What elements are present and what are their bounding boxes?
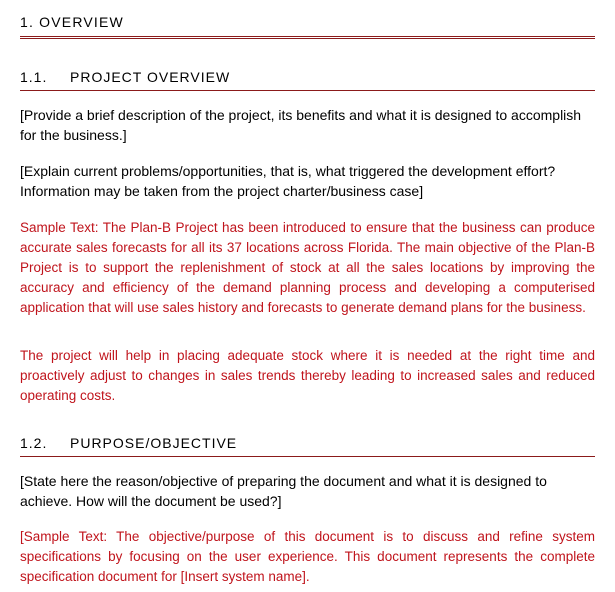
sample-text-paragraph: Sample Text: The Plan-B Project has been introduced to ensure that the business can produce accurate sales forecasts for all its 37 locations across Florida. The main objective of the Plan-B Project is to support the replenishment of stock at all the sales locations by improving the accuracy and efficiency of the demand planning process and developing a computerised application that will use sales history and forecasts to generate demand plans for the business. — [20, 220, 595, 315]
instruction-paragraph: [State here the reason/objective of preparing the document and what it is designed to achieve. How will the document be used?] — [20, 473, 547, 509]
instruction-paragraph: [Explain current problems/opportunities, that is, what triggered the development effort? Information may be taken from the project charter/business case] — [20, 163, 556, 199]
subsection-title: PURPOSE/OBJECTIVE — [70, 435, 238, 451]
subsection-number: 1.1. — [20, 69, 48, 85]
subsection-number: 1.2. — [20, 435, 48, 451]
subsection-heading-purpose-objective — [20, 434, 237, 452]
section-heading-overview: 1. OVERVIEW — [20, 14, 124, 30]
subsection-title: PROJECT OVERVIEW — [70, 69, 231, 85]
subsection-divider — [20, 90, 595, 91]
heading-divider — [20, 36, 595, 39]
sample-text-paragraph: The project will help in placing adequate stock where it is needed at the right time and proactively adjust to changes in sales trends thereby leading to increased sales and reduced operating costs. — [20, 348, 595, 403]
subsection-heading-project-overview — [20, 68, 230, 86]
subsection-divider — [20, 456, 595, 457]
sample-text-paragraph: [Sample Text: The objective/purpose of this document is to discuss and refine system specifications by focusing on the user experience. This document represents the complete specification document for [Insert system name]. — [20, 529, 595, 584]
instruction-paragraph: [Provide a brief description of the project, its benefits and what it is designed to accomplish for the business.] — [20, 107, 582, 143]
